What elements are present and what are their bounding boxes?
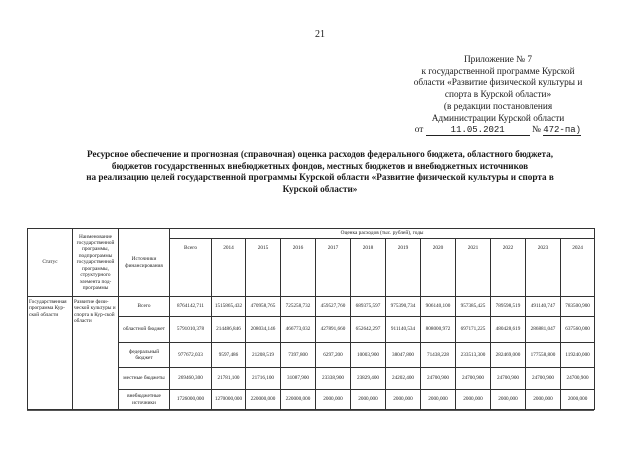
- value-cell: 1726000,000: [170, 390, 212, 410]
- value-cell: 427891,660: [316, 317, 351, 343]
- title-line: на реализацию целей государственной программы Курской области «Развитие физической культуры и спорта в: [86, 172, 554, 182]
- resolution-date: 11.05.2021: [426, 125, 530, 136]
- value-cell: 1270000,000: [212, 390, 246, 410]
- resolution-number: 472-па): [543, 125, 582, 136]
- appendix-line: спорта в Курской области»: [444, 90, 552, 101]
- source-federal: федеральный бюджет: [119, 343, 170, 368]
- header-year: 2021: [456, 239, 491, 297]
- value-cell: 697171,225: [456, 317, 491, 343]
- value-cell: 470958,765: [246, 297, 281, 317]
- header-program-name: Наименование государственной программы, подпрограммы государственной программы, структурного элемента под-программы: [73, 229, 119, 297]
- value-cell: 220000,000: [281, 390, 316, 410]
- header-year: 2020: [421, 239, 456, 297]
- value-cell: 466773,032: [281, 317, 316, 343]
- value-cell: 2000,000: [491, 390, 526, 410]
- header-year: 2017: [316, 239, 351, 297]
- source-regional: областной бюджет: [119, 317, 170, 343]
- value-cell: 23338,900: [316, 368, 351, 390]
- value-cell: 24700,900: [456, 368, 491, 390]
- value-cell: 71438,228: [421, 343, 456, 368]
- appendix-line: области «Развитие физической культуры и: [413, 78, 583, 89]
- value-cell: 652642,297: [351, 317, 386, 343]
- value-cell: 725258,732: [281, 297, 316, 317]
- value-cell: 286881,047: [526, 317, 561, 343]
- title-line: Ресурсное обеспечение и прогнозная (справочная) оценка расходов федерального бюджета, областного бюджета,: [86, 149, 554, 159]
- value-cell: 906140,100: [421, 297, 456, 317]
- page-number: 21: [315, 29, 325, 40]
- value-cell: 119240,000: [561, 343, 595, 368]
- value-cell: 21716,100: [246, 368, 281, 390]
- value-cell: 214486,846: [212, 317, 246, 343]
- value-cell: 2000,000: [421, 390, 456, 410]
- value-cell: 24700,900: [526, 368, 561, 390]
- header-year: 2023: [526, 239, 561, 297]
- value-cell: 2000,000: [561, 390, 595, 410]
- appendix-block: [392, 55, 604, 137]
- program-name: Развитие физи-ческой культуры и спорта в Кур-ской области: [73, 297, 119, 410]
- appendix-line: (в редакции постановления: [443, 101, 553, 112]
- title-line: бюджетов государственных внебюджетных фондов, местных бюджетов и внебюджетных источников: [111, 160, 529, 171]
- value-cell: 2000,000: [386, 390, 421, 410]
- document-title: [20, 149, 620, 195]
- header-status: Статус: [28, 229, 73, 297]
- header-row: [28, 229, 595, 239]
- program-status: Государственная программа Кур-ской области: [28, 297, 73, 410]
- header-sources: Источники финансирования: [119, 229, 170, 297]
- value-cell: 24700,900: [421, 368, 456, 390]
- value-cell: 2000,000: [316, 390, 351, 410]
- source-extrabudgetary: внебюджетные источники: [119, 390, 170, 410]
- from-label: от: [414, 125, 424, 136]
- value-cell: 177558,800: [526, 343, 561, 368]
- value-cell: 783500,900: [561, 297, 595, 317]
- value-cell: 491140,747: [526, 297, 561, 317]
- value-cell: 10003,900: [351, 343, 386, 368]
- value-cell: 808000,972: [421, 317, 456, 343]
- value-cell: 21208,519: [246, 343, 281, 368]
- value-cell: 789598,519: [491, 297, 526, 317]
- value-cell: 282469,000: [491, 343, 526, 368]
- value-cell: 6297,200: [316, 343, 351, 368]
- value-cell: 21781,100: [212, 368, 246, 390]
- value-cell: 2000,000: [526, 390, 561, 410]
- header-year: 2022: [491, 239, 526, 297]
- value-cell: 977672,033: [170, 343, 212, 368]
- value-cell: 8764142,711: [170, 297, 212, 317]
- value-cell: 31087,900: [281, 368, 316, 390]
- source-local: местные бюджеты: [119, 368, 170, 390]
- value-cell: 637560,000: [561, 317, 595, 343]
- value-cell: 24700,900: [491, 368, 526, 390]
- header-year: 2024: [561, 239, 595, 297]
- value-cell: 1515865,432: [212, 297, 246, 317]
- value-cell: 208034,146: [246, 317, 281, 343]
- header-estimate: Оценка расходов (тыс. рублей), годы: [170, 229, 595, 239]
- value-cell: 975390,734: [386, 297, 421, 317]
- header-year: 2015: [246, 239, 281, 297]
- appendix-line: Приложение № 7: [463, 55, 533, 65]
- table-row: [28, 297, 595, 317]
- number-label: №: [532, 125, 541, 136]
- value-cell: 23829,400: [351, 368, 386, 390]
- title-line: Курской области»: [282, 183, 358, 194]
- value-cell: 38047,800: [386, 343, 421, 368]
- value-cell: 480428,619: [491, 317, 526, 343]
- header-year: 2019: [386, 239, 421, 297]
- value-cell: 24700,900: [561, 368, 595, 390]
- value-cell: 689375,597: [351, 297, 386, 317]
- value-cell: 220000,000: [246, 390, 281, 410]
- value-cell: 269460,300: [170, 368, 212, 390]
- value-cell: 5791010,378: [170, 317, 212, 343]
- header-total: Всего: [170, 239, 212, 297]
- header-year: 2014: [212, 239, 246, 297]
- appendix-line: к государственной программе Курской: [421, 66, 575, 77]
- resource-table: [27, 228, 595, 410]
- value-cell: 2000,000: [351, 390, 386, 410]
- value-cell: 9597,486: [212, 343, 246, 368]
- value-cell: 2000,000: [456, 390, 491, 410]
- value-cell: 233513,300: [456, 343, 491, 368]
- value-cell: 24202,400: [386, 368, 421, 390]
- resolution-signature-row: [392, 125, 604, 137]
- header-year: 2018: [351, 239, 386, 297]
- appendix-line: Администрации Курской области: [431, 113, 565, 124]
- value-cell: 957385,425: [456, 297, 491, 317]
- value-cell: 911140,534: [386, 317, 421, 343]
- value-cell: 459527,760: [316, 297, 351, 317]
- header-year: 2016: [281, 239, 316, 297]
- bottom-rule: [27, 410, 594, 411]
- source-total: Всего: [119, 297, 170, 317]
- value-cell: 7397,800: [281, 343, 316, 368]
